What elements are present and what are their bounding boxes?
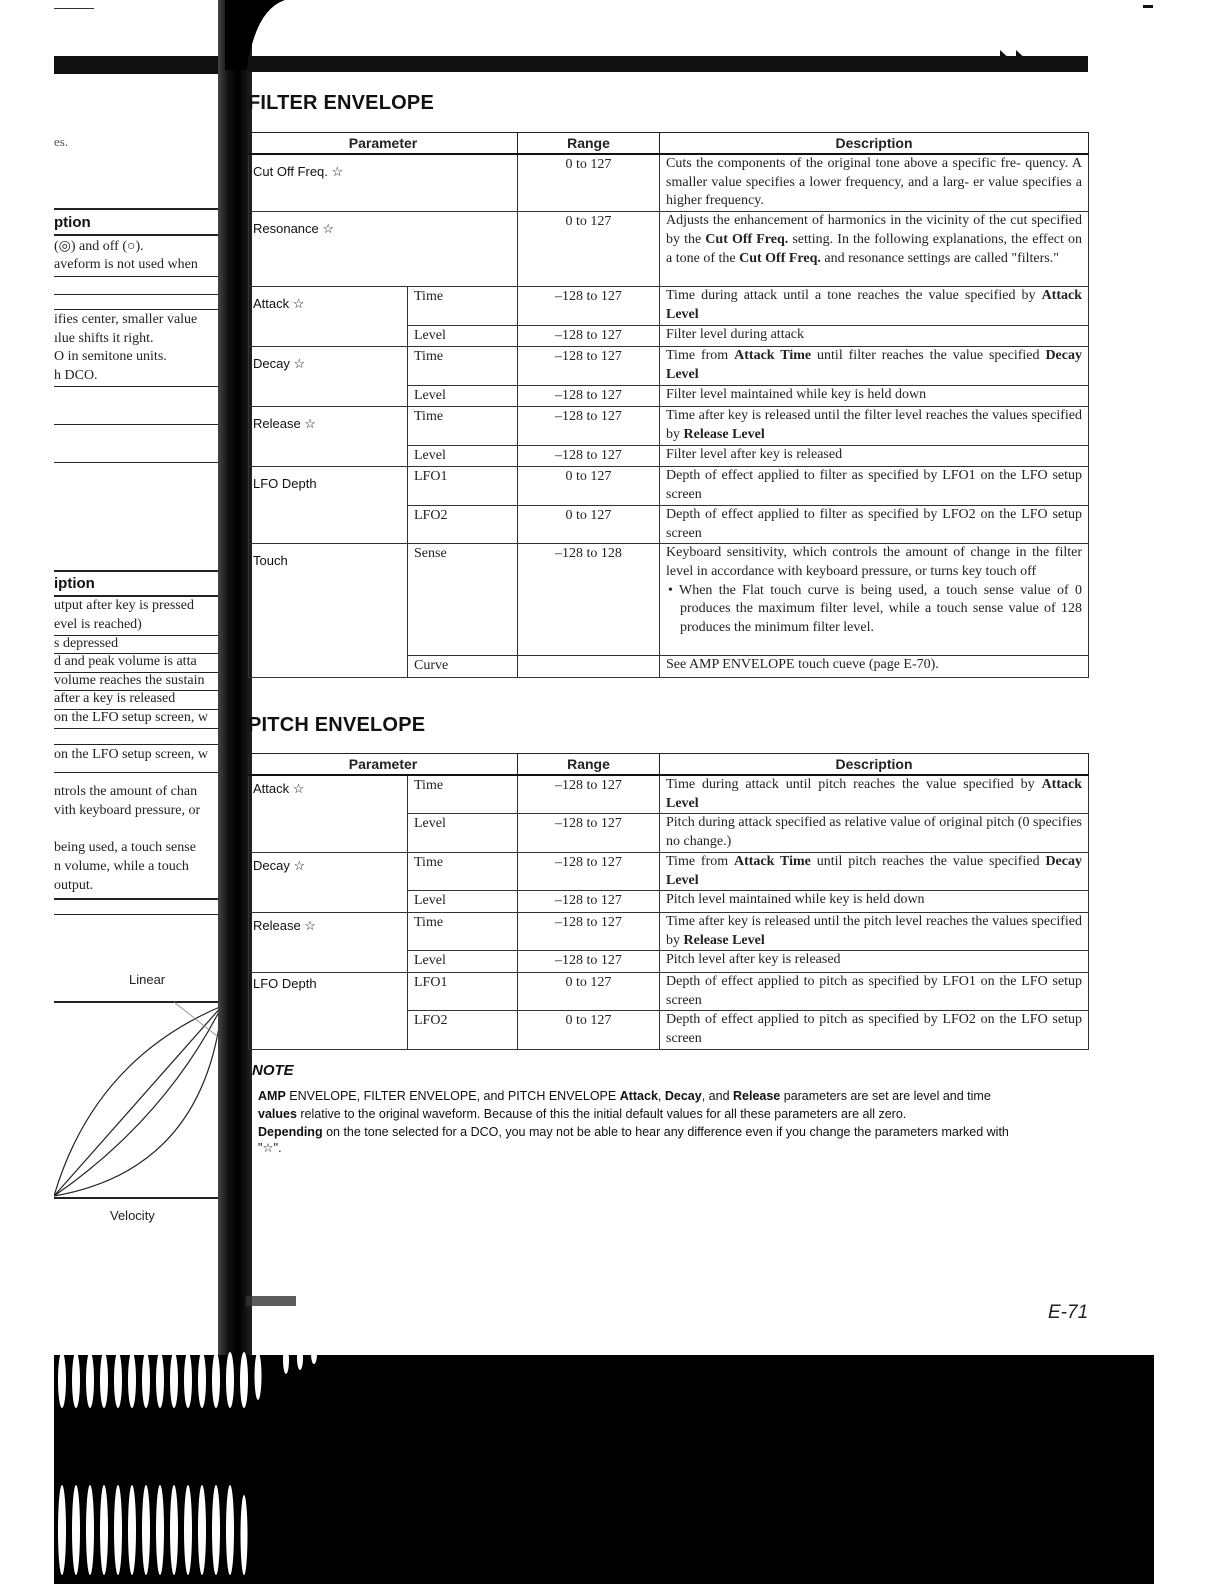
desc-bullet: • When the Flat touch curve is being used, a touch sense value of 0 produces the maximum filter level, while a touch sense value of 128 produces the minimum filter level. [668, 582, 1082, 636]
desc-bold: Attack Level [666, 777, 1082, 811]
table-row [249, 212, 1089, 287]
param-name: Release ☆ [249, 912, 408, 972]
desc-bold: Attack Level [666, 288, 1082, 322]
left-rule [54, 914, 229, 915]
left-text: output. [54, 878, 94, 893]
param-range: –128 to 127 [518, 445, 660, 467]
param-description: Pitch level after key is released [660, 951, 1089, 973]
left-rule [54, 208, 229, 210]
desc-bold: Cut Off Freq. [705, 231, 789, 247]
desc-text: Time during attack until a tone reaches the value specified by [666, 288, 1042, 304]
param-range: –128 to 127 [518, 951, 660, 973]
param-sub: Time [408, 912, 518, 950]
note-text: on the tone selected for a DCO, you may not be able to hear any difference even if you change the parameters marked with [322, 1125, 1009, 1139]
desc-bold: Attack Time [734, 348, 812, 364]
left-text: vith keyboard pressure, or [54, 803, 201, 818]
note-line: "☆". [258, 1141, 282, 1155]
param-name: Decay ☆ [249, 347, 408, 407]
param-description [660, 912, 1089, 950]
header-arrows-icon [1000, 50, 1028, 72]
param-description: Filter level during attack [660, 325, 1089, 347]
left-text: volume reaches the sustain [54, 673, 205, 688]
left-text: h DCO. [54, 368, 98, 383]
param-description: Depth of effect applied to filter as specified by LFO1 on the LFO setup screen [660, 467, 1089, 505]
desc-line: er value specifies a higher frequency. [666, 174, 1082, 209]
desc-bold: Release Level [683, 427, 765, 443]
param-description [660, 407, 1089, 445]
note-text: , [657, 1089, 665, 1103]
param-range: –128 to 127 [518, 852, 660, 890]
left-rule [54, 595, 229, 597]
param-sub: Level [408, 325, 518, 347]
param-sub: LFO2 [408, 505, 518, 543]
left-rule [54, 276, 229, 277]
param-range: –128 to 127 [518, 407, 660, 445]
param-sub: Time [408, 347, 518, 385]
param-sub: Time [408, 852, 518, 890]
header-range: Range [518, 754, 660, 776]
header-parameter: Parameter [249, 754, 518, 776]
left-rule [54, 294, 229, 295]
left-rule [54, 898, 229, 900]
param-range: 0 to 127 [518, 1011, 660, 1049]
desc-text: Time from [666, 348, 735, 364]
page-edge-pattern [54, 1480, 264, 1580]
left-rule [54, 234, 229, 236]
touch-curve-graph [54, 1000, 224, 1200]
table-row [249, 287, 1089, 325]
param-description [660, 212, 1089, 287]
desc-text: Adjusts the enhancement of harmonics in the vicinity of the cut specified by the [666, 213, 1082, 247]
left-text: (◎) and off (○). [54, 239, 144, 254]
table-row [249, 347, 1089, 385]
param-description: Filter level after key is released [660, 445, 1089, 467]
desc-text: and resonance settings are called "filters." [820, 250, 1059, 266]
table-row [249, 775, 1089, 814]
param-sub: Level [408, 445, 518, 467]
note-text: relative to the original waveform. Because of this the initial default values for all these parameters are all zero. [296, 1107, 907, 1121]
note-bold: Release [733, 1089, 781, 1103]
pitch-envelope-title: PITCH ENVELOPE [248, 714, 426, 736]
left-text: aveform is not used when [54, 257, 198, 272]
left-heading: ption [54, 214, 91, 231]
table-row [249, 544, 1089, 656]
left-rule [54, 309, 229, 310]
left-text: ifies center, smaller value [54, 312, 198, 327]
param-sub: Time [408, 287, 518, 325]
param-description: Filter level maintained while key is held down [660, 385, 1089, 407]
left-rule [54, 424, 229, 425]
header-description: Description [660, 754, 1089, 776]
desc-bold: Attack Time [733, 853, 811, 869]
table-row [249, 154, 1089, 212]
left-rule [54, 744, 229, 745]
header-description: Description [660, 133, 1089, 155]
header-parameter: Parameter [249, 133, 518, 155]
param-sub: Sense [408, 544, 518, 656]
note-text: parameters are set are level and time [780, 1089, 991, 1103]
table-row [249, 973, 1089, 1011]
param-description: See AMP ENVELOPE touch cueve (page E-70). [660, 656, 1089, 678]
note-line [258, 1089, 991, 1103]
desc-bold: Cut Off Freq. [739, 250, 821, 266]
param-range: –128 to 127 [518, 891, 660, 913]
note-heading: NOTE [252, 1062, 294, 1079]
param-sub: LFO1 [408, 467, 518, 505]
left-text: d and peak volume is atta [54, 654, 197, 669]
header-range: Range [518, 133, 660, 155]
param-sub: LFO1 [408, 973, 518, 1011]
param-range: –128 to 127 [518, 287, 660, 325]
graph-label-linear: Linear [129, 972, 166, 987]
param-name: LFO Depth [249, 973, 408, 1050]
param-sub: Level [408, 385, 518, 407]
left-text: on the LFO setup screen, w [54, 747, 208, 762]
param-sub: Level [408, 814, 518, 852]
scan-smudge [246, 1296, 296, 1306]
left-text: ntrols the amount of chan [54, 784, 198, 799]
param-range: –128 to 127 [518, 325, 660, 347]
filter-envelope-table [248, 132, 1089, 678]
table-row [249, 407, 1089, 445]
param-description: Depth of effect applied to pitch as specified by LFO2 on the LFO setup screen [660, 1011, 1089, 1049]
table-header-row [249, 133, 1089, 155]
param-description [660, 544, 1089, 656]
param-sub: Level [408, 951, 518, 973]
table-header-row [249, 754, 1089, 776]
desc-line: Cuts the components of the original tone above a specific fre- [666, 156, 1021, 171]
desc-bold: Decay Level [666, 348, 1082, 382]
param-range: 0 to 127 [518, 212, 660, 287]
left-text: O in semitone units. [54, 349, 167, 364]
param-description [660, 347, 1089, 385]
header-bar [248, 56, 1088, 72]
param-sub: LFO2 [408, 1011, 518, 1049]
left-heading: iption [54, 575, 95, 592]
param-name: Cut Off Freq. ☆ [249, 154, 518, 212]
left-text: on the LFO setup screen, w [54, 710, 208, 725]
note-text: , and [701, 1089, 733, 1103]
desc-text: Time after key is released until the pitch level reaches the values specified by [666, 913, 1082, 948]
param-range: –128 to 127 [518, 814, 660, 852]
left-text: after a key is released [54, 691, 176, 706]
left-text: n volume, while a touch [54, 859, 189, 874]
desc-text: until filter reaches the value specified [811, 348, 1046, 364]
desc-bold: Decay Level [666, 853, 1082, 888]
note-line [258, 1125, 1009, 1139]
param-name: Release ☆ [249, 407, 408, 467]
param-description [660, 287, 1089, 325]
param-description: Depth of effect applied to filter as specified by LFO2 on the LFO setup screen [660, 505, 1089, 543]
table-row [249, 852, 1089, 890]
param-name: LFO Depth [249, 467, 408, 544]
left-text: es. [54, 134, 69, 149]
desc-text: Time during attack until pitch reaches the value specified by [666, 777, 1042, 792]
param-sub: Time [408, 407, 518, 445]
param-range: –128 to 127 [518, 775, 660, 814]
left-rule [54, 728, 229, 729]
left-text: s depressed [54, 636, 119, 651]
left-header-bar [54, 56, 240, 74]
left-rule [54, 386, 229, 387]
note-line [258, 1107, 906, 1121]
param-description [660, 852, 1089, 890]
desc-bold: Release Level [683, 932, 765, 948]
desc-text: Keyboard sensitivity, which controls the amount of change in the filter level in accordance with keyboard pressure, or turns key touch off [666, 545, 1082, 579]
param-name: Attack ☆ [249, 775, 408, 852]
param-range: 0 to 127 [518, 505, 660, 543]
desc-text: setting. In the following explanations, the effect on a tone of the [666, 231, 1082, 266]
left-text: utput after key is pressed [54, 598, 194, 613]
note-bold: Attack [619, 1089, 658, 1103]
param-sub: Time [408, 775, 518, 814]
param-name: Attack ☆ [249, 287, 408, 347]
note-bold: Decay [664, 1089, 702, 1103]
param-range: 0 to 127 [518, 467, 660, 505]
desc-line: quency. A smaller value specifies a lower frequency, and a larg- [666, 156, 1082, 190]
note-bold: Depending [258, 1125, 323, 1139]
top-rule [54, 8, 94, 9]
page-number: E-71 [1048, 1302, 1089, 1323]
param-range: 0 to 127 [518, 154, 660, 212]
param-description: Pitch level maintained while key is held down [660, 891, 1089, 913]
param-range: –128 to 128 [518, 544, 660, 656]
param-name: Resonance ☆ [249, 212, 518, 287]
param-description [660, 775, 1089, 814]
left-text: ılue shifts it right. [54, 331, 154, 346]
param-description: Depth of effect applied to pitch as specified by LFO1 on the LFO setup screen [660, 973, 1089, 1011]
param-range [518, 656, 660, 678]
graph-label-velocity: Velocity [110, 1208, 155, 1223]
desc-text: Time after key is released until the filter level reaches the values specified by [666, 408, 1082, 443]
desc-text: Time from [666, 853, 734, 869]
left-rule [54, 462, 229, 463]
left-text: evel is reached) [54, 617, 142, 632]
note-bold: AMP [258, 1089, 286, 1103]
param-range: –128 to 127 [518, 385, 660, 407]
corner-mark [1143, 5, 1153, 8]
left-rule [54, 772, 229, 773]
param-sub: Level [408, 891, 518, 913]
left-rule [54, 570, 229, 572]
left-text: being used, a touch sense [54, 840, 196, 855]
filter-envelope-title: FILTER ENVELOPE [248, 92, 434, 114]
param-name: Decay ☆ [249, 852, 408, 912]
note-text: ENVELOPE, FILTER ENVELOPE, and PITCH ENVELOPE [285, 1089, 620, 1103]
param-sub: Curve [408, 656, 518, 678]
table-row [249, 912, 1089, 950]
param-range: 0 to 127 [518, 973, 660, 1011]
param-range: –128 to 127 [518, 347, 660, 385]
param-description: Pitch during attack specified as relative value of original pitch (0 specifies no change.) [660, 814, 1089, 852]
page-edge-pattern [54, 1340, 334, 1410]
param-description [660, 154, 1089, 212]
param-range: –128 to 127 [518, 912, 660, 950]
pitch-envelope-table [248, 753, 1089, 1050]
table-row [249, 467, 1089, 505]
note-bold: values [258, 1107, 297, 1121]
desc-text: until pitch reaches the value specified [810, 853, 1046, 869]
param-name: Touch [249, 544, 408, 678]
